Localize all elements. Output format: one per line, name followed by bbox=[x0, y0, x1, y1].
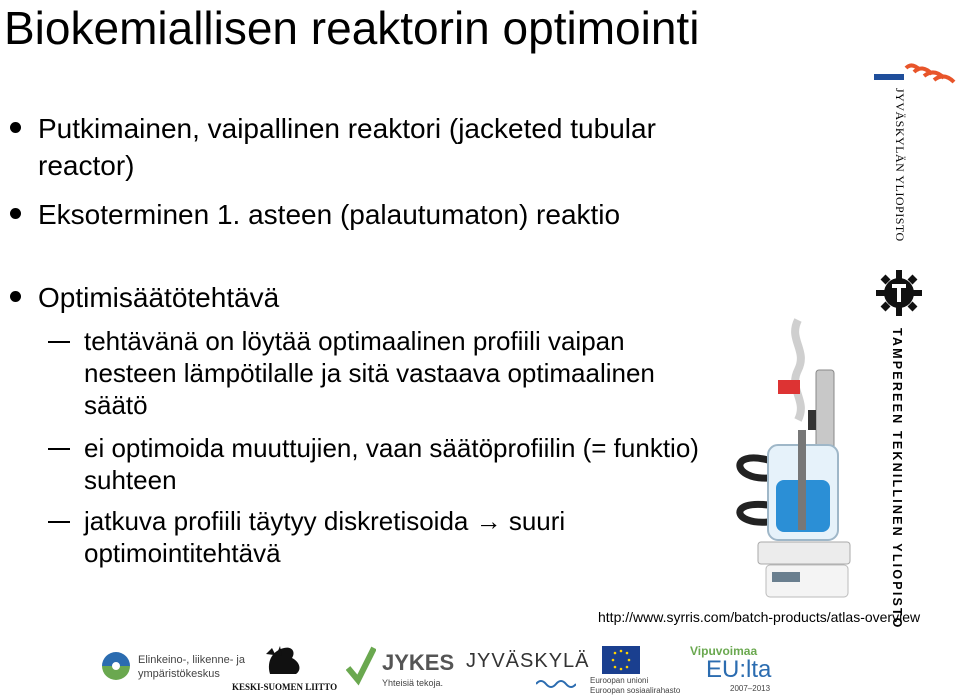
ely-emblem-icon bbox=[98, 648, 134, 684]
jykes-logo bbox=[346, 640, 456, 697]
jykes-name: JYKES bbox=[382, 650, 455, 675]
bullet-dash-icon bbox=[48, 521, 70, 523]
eu-line1: Euroopan unioni bbox=[590, 676, 649, 685]
wave-icon bbox=[536, 678, 576, 690]
jykes-check-icon bbox=[346, 644, 376, 688]
gear-icon bbox=[874, 268, 924, 318]
sub-bullet-text: tehtävänä on löytää optimaalinen profiili vaipan nesteen lämpötilalle ja sitä vastaava optimaalinen säätö bbox=[84, 326, 655, 420]
vipu-line1: Vipuvoimaa bbox=[690, 644, 758, 658]
ksl-logo bbox=[232, 640, 342, 697]
ely-line1: Elinkeino-, liikenne- ja bbox=[138, 654, 245, 666]
eu-logo bbox=[590, 640, 690, 697]
eu-flag-icon bbox=[602, 646, 640, 674]
jyu-emblem-icon bbox=[872, 60, 958, 100]
tut-logo bbox=[872, 268, 958, 630]
bullet-dash-icon bbox=[48, 341, 70, 343]
ely-logo bbox=[98, 640, 248, 697]
vipu-line2: EU:lta bbox=[706, 656, 772, 683]
jyvaskyla-name: JYVÄSKYLÄ bbox=[466, 650, 590, 672]
sub-bullet-text: jatkuva profiili täytyy diskretisoida → suuri optimointitehtävä bbox=[84, 506, 566, 568]
bullet-text: Putkimainen, vaipallinen reaktori (jacketed tubular reactor) bbox=[38, 113, 656, 181]
vipu-line3: 2007–2013 bbox=[730, 684, 771, 693]
slide-title: Biokemiallisen reaktorin optimointi bbox=[4, 2, 700, 54]
ely-line2: ympäristökeskus bbox=[138, 668, 220, 680]
bullet-dash-icon bbox=[48, 448, 70, 450]
jyu-logo bbox=[872, 60, 958, 250]
reactor-photo bbox=[728, 310, 868, 610]
bullet-dot-icon bbox=[10, 122, 21, 133]
tut-name: TAMPEREEN TEKNILLINEN YLIOPISTO bbox=[890, 328, 904, 630]
bullet-dot-icon bbox=[10, 291, 21, 302]
jykes-tagline: Yhteisiä tekoja. bbox=[382, 678, 444, 688]
ksl-name: KESKI-SUOMEN LIITTO bbox=[232, 682, 338, 692]
jyu-name: JYVÄSKYLÄN YLIOPISTO bbox=[893, 88, 907, 242]
capercaillie-icon bbox=[262, 640, 306, 680]
bullet-dot-icon bbox=[10, 208, 21, 219]
footer-logo-strip bbox=[0, 640, 960, 697]
vipuvoimaa-logo bbox=[690, 640, 800, 697]
eu-line2: Euroopan sosiaalirahasto bbox=[590, 686, 681, 695]
sub-bullet-text: ei optimoida muuttujien, vaan säätöprofiilin (= funktio) suhteen bbox=[84, 433, 699, 495]
jyvaskyla-logo bbox=[466, 640, 592, 697]
bullet-text: Eksoterminen 1. asteen (palautumaton) reaktio bbox=[38, 199, 621, 230]
image-source-url: http://www.syrris.com/batch-products/atlas-overview bbox=[598, 609, 921, 625]
bullet-text: Optimisäätötehtävä bbox=[38, 282, 280, 313]
